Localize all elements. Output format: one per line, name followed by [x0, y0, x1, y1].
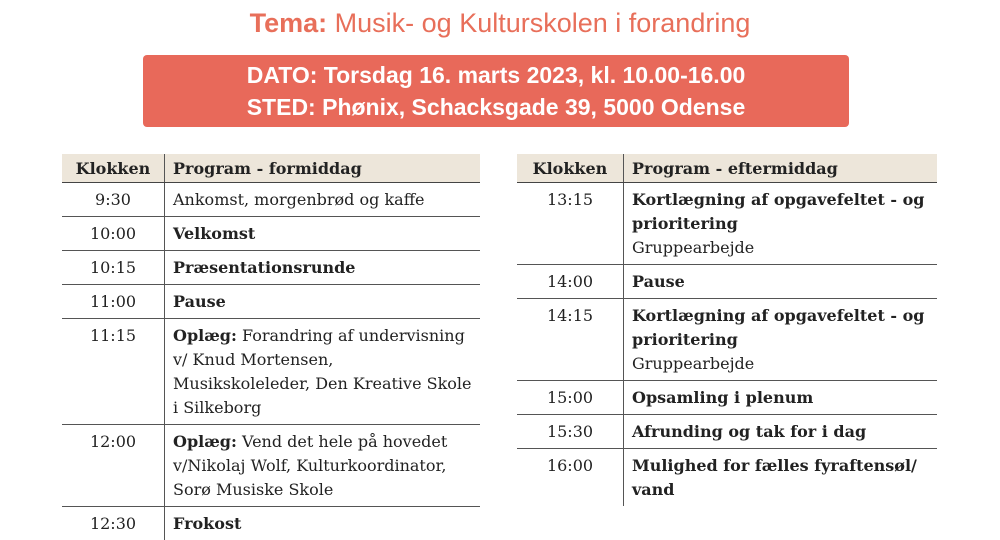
column-header-time: Klokken	[62, 154, 165, 183]
row-program-bold: Mulighed for fælles fyraftensøl/ vand	[632, 456, 917, 499]
row-program	[165, 183, 481, 217]
page-title	[0, 8, 1000, 39]
table-row	[517, 299, 937, 381]
table-header-row	[517, 154, 937, 183]
column-header-program: Program - formiddag	[165, 154, 481, 183]
table-row	[517, 415, 937, 449]
row-time: 12:00	[62, 425, 165, 507]
table-row	[62, 183, 480, 217]
banner-date: DATO: Torsdag 16. marts 2023, kl. 10.00-16.00	[143, 59, 849, 91]
date-location-banner	[143, 55, 849, 127]
row-time: 10:15	[62, 251, 165, 285]
row-time: 13:15	[517, 183, 624, 265]
row-program	[624, 265, 938, 299]
row-program-bold: Præsentationsrunde	[173, 258, 355, 277]
row-time: 15:30	[517, 415, 624, 449]
morning-schedule-table	[62, 154, 480, 540]
table-row	[517, 265, 937, 299]
row-time: 11:00	[62, 285, 165, 319]
row-program	[165, 251, 481, 285]
row-program	[624, 381, 938, 415]
row-program	[165, 507, 481, 540]
tema-label: Tema:	[250, 8, 328, 38]
row-program-bold: Frokost	[173, 514, 241, 533]
row-time: 14:00	[517, 265, 624, 299]
row-time: 16:00	[517, 449, 624, 507]
row-program	[624, 299, 938, 381]
row-program	[165, 319, 481, 425]
row-program-text: Ankomst, morgenbrød og kaffe	[173, 190, 425, 209]
row-program-bold: Oplæg:	[173, 326, 237, 345]
row-time: 15:00	[517, 381, 624, 415]
row-program	[624, 449, 938, 507]
row-program	[165, 217, 481, 251]
table-row	[517, 449, 937, 507]
column-header-time: Klokken	[517, 154, 624, 183]
row-program-bold: Opsamling i plenum	[632, 388, 813, 407]
row-program	[624, 183, 938, 265]
table-row	[62, 507, 480, 540]
row-program-bold: Pause	[173, 292, 226, 311]
row-program-subtext: Gruppearbejde	[632, 352, 929, 376]
row-program-text: Forandring af undervisning v/ Knud Mortensen, Musikskoleleder, Den Kreative Skole i Silkeborg	[173, 326, 472, 417]
row-program	[165, 285, 481, 319]
row-program-bold: Oplæg:	[173, 432, 237, 451]
row-time: 12:30	[62, 507, 165, 540]
table-row	[62, 217, 480, 251]
table-row	[62, 251, 480, 285]
row-time: 10:00	[62, 217, 165, 251]
row-program-bold: Pause	[632, 272, 685, 291]
row-time: 9:30	[62, 183, 165, 217]
row-program-bold: Afrunding og tak for i dag	[632, 422, 866, 441]
table-header-row	[62, 154, 480, 183]
row-program	[165, 425, 481, 507]
row-program-bold: Kortlægning af opgavefeltet - og prioritering	[632, 306, 924, 349]
row-time: 14:15	[517, 299, 624, 381]
row-program-text: Vend det hele på hovedet v/Nikolaj Wolf, Kulturkoordinator, Sorø Musiske Skole	[173, 432, 447, 499]
table-row	[62, 285, 480, 319]
row-program-bold: Velkomst	[173, 224, 255, 243]
tema-text: Musik- og Kulturskolen i forandring	[335, 8, 751, 38]
row-program-subtext: Gruppearbejde	[632, 236, 929, 260]
row-program-bold: Kortlægning af opgavefeltet - og prioritering	[632, 190, 924, 233]
row-program	[624, 415, 938, 449]
afternoon-schedule-table	[517, 154, 937, 506]
row-time: 11:15	[62, 319, 165, 425]
table-row	[517, 381, 937, 415]
table-row	[62, 425, 480, 507]
banner-location: STED: Phønix, Schacksgade 39, 5000 Odense	[143, 91, 849, 123]
column-header-program: Program - eftermiddag	[624, 154, 938, 183]
table-row	[517, 183, 937, 265]
table-row	[62, 319, 480, 425]
